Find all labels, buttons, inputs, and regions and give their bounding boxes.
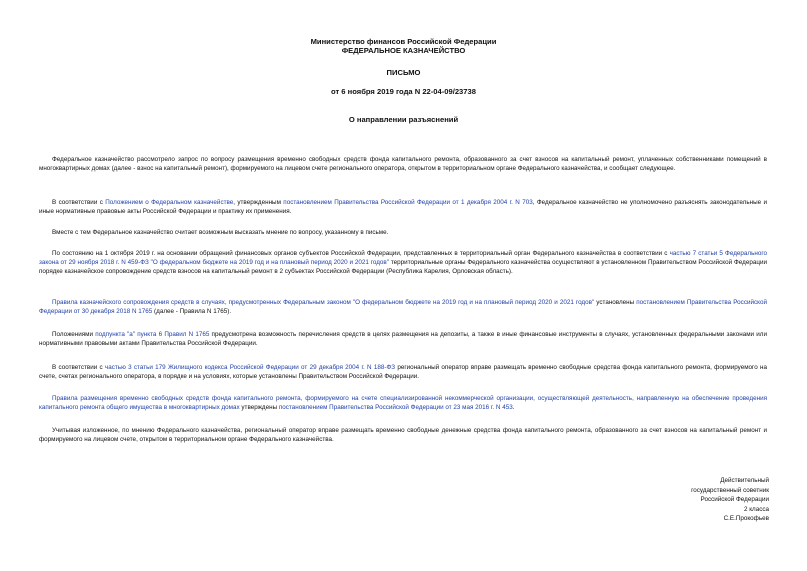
paragraph-9 [39,426,767,444]
paragraph-8 [39,394,767,412]
paragraph-text: , утвержденным [233,199,284,206]
paragraph-text: По состоянию на 1 октября 2019 г. на основании обращений финансовых органов субъектов Российской Федерации, представленных в территориальный орган Федерального казначейства в соответствии с [52,250,670,257]
paragraph-text: Федеральное казначейство рассмотрело запрос по вопросу размещения временно свободных средств фонда капитального ремонта, образованного за счет взносов на капитальный ремонт, уплаченных собственниками помещений в многоквартирных домах (далее - взнос на капитальный ремонт), формируемого на лицевом счете регионального оператора, открытом в территориальном органе Федерального казначейства, и сообщает следующее. [39,156,767,172]
paragraph-text: территориальные органы Федерального казначейства осуществляют в установленном Правительством Российской Федерации порядке казначейское сопровождение средств взносов на капитальный ремонт в 2 субъектах Российской Федерации (Республика Карелия, Орловская область). [39,259,767,275]
document-link[interactable]: частью 7 статьи 5 Федерального закона от 29 ноября 2018 г. N 459-ФЗ "О федеральном бюджете на 2019 год и на плановый период 2020 и 2021 годов" [39,250,767,266]
document-link[interactable]: постановлением Правительства Российской Федерации от 23 мая 2016 г. N 453 [278,404,513,411]
document-link[interactable]: постановлением Правительства Российской Федерации от 30 декабря 2018 N 1765 [39,299,767,315]
paragraph-text: утверждены [239,404,279,411]
paragraph-text: , Федеральное казначейство не уполномочено разъяснять законодательные и иные нормативные правовые акты Российской Федерации и практику их применения. [39,199,768,215]
paragraph-text: В соответствии с [52,364,105,371]
document-link[interactable]: постановлением Правительства Российской Федерации от 1 декабря 2004 г. N 703 [283,199,533,206]
paragraph-text: . [512,404,515,411]
paragraph-3 [39,228,767,237]
signature-title-line-3: Российской Федерации [700,496,769,504]
signatory-name: С.Е.Прокофьев [723,515,769,523]
document-type: ПИСЬМО [386,68,421,77]
signature-title-line-1: Действительный [720,477,769,484]
agency-name: ФЕДЕРАЛЬНОЕ КАЗНАЧЕЙСТВО [341,46,466,55]
paragraph-2 [39,198,767,216]
paragraph-text: региональный оператор вправе размещать временно свободные средства фонда капитального ремонта, формируемого на счете, счетах регионального оператора, в порядке и на условиях, которые установлены Правительством Российской Федерации. [39,364,767,380]
paragraph-5 [39,298,767,316]
document-subject: О направлении разъяснений [348,115,459,124]
ministry-name: Министерство финансов Российской Федерации [310,37,497,46]
paragraph-text: Вместе с тем Федеральное казначейство считает возможным высказать мнение по вопросу, указанному в письме. [52,229,389,236]
document-date-number: от 6 ноября 2019 года N 22-04-09/23738 [331,87,476,96]
document-link[interactable]: частью 3 статьи 179 Жилищного кодекса Российской Федерации от 29 декабря 2004 г. N 188-ФЗ [104,364,396,371]
paragraph-text: установлены [594,299,637,306]
document-link[interactable]: подпункта "а" пункта 6 Правил N 1765 [95,331,210,338]
paragraph-text: предусмотрена возможность перечисления средств в целях размещения на депозиты, а также в иные финансовые инструменты в случаях, установленных федеральными законами или нормативными правовыми актами Правительства Российской Федерации. [39,331,767,347]
paragraph-text: Учитывая изложенное, по мнению Федерального казначейства, региональный оператор вправе размещать временно свободные денежные средства фонда капитального ремонта, образованного за счет взносов на капитальный ремонт и формируемого на лицевом счете, открытом в территориальном органе Федерального казначейства. [39,427,767,443]
paragraph-4 [39,249,767,276]
document-link[interactable]: Правила размещения временно свободных средств фонда капитального ремонта, формируемого на счете специализированной некоммерческой организации, осуществляющей деятельность, направленную на обеспечение проведения капитального ремонта общего имущества в многоквартирных домах [39,395,767,411]
signature-block [691,476,769,524]
paragraph-text: (далее - Правила N 1765). [152,308,232,315]
signature-title-line-2: государственный советник [691,486,769,494]
paragraph-7 [39,363,767,381]
paragraph-1 [39,155,767,173]
signature-title-line-4: 2 класса [743,505,769,513]
paragraph-text: Положениями [52,331,96,338]
document-link[interactable]: Правила казначейского сопровождения средств в случаях, предусмотренных Федеральным законом "О федеральном бюджете на 2019 год и на плановый период 2020 и 2021 годов" [52,299,595,306]
paragraph-6 [39,330,767,348]
document-link[interactable]: Положением о Федеральном казначействе [105,199,234,206]
paragraph-text: В соответствии с [52,199,106,206]
